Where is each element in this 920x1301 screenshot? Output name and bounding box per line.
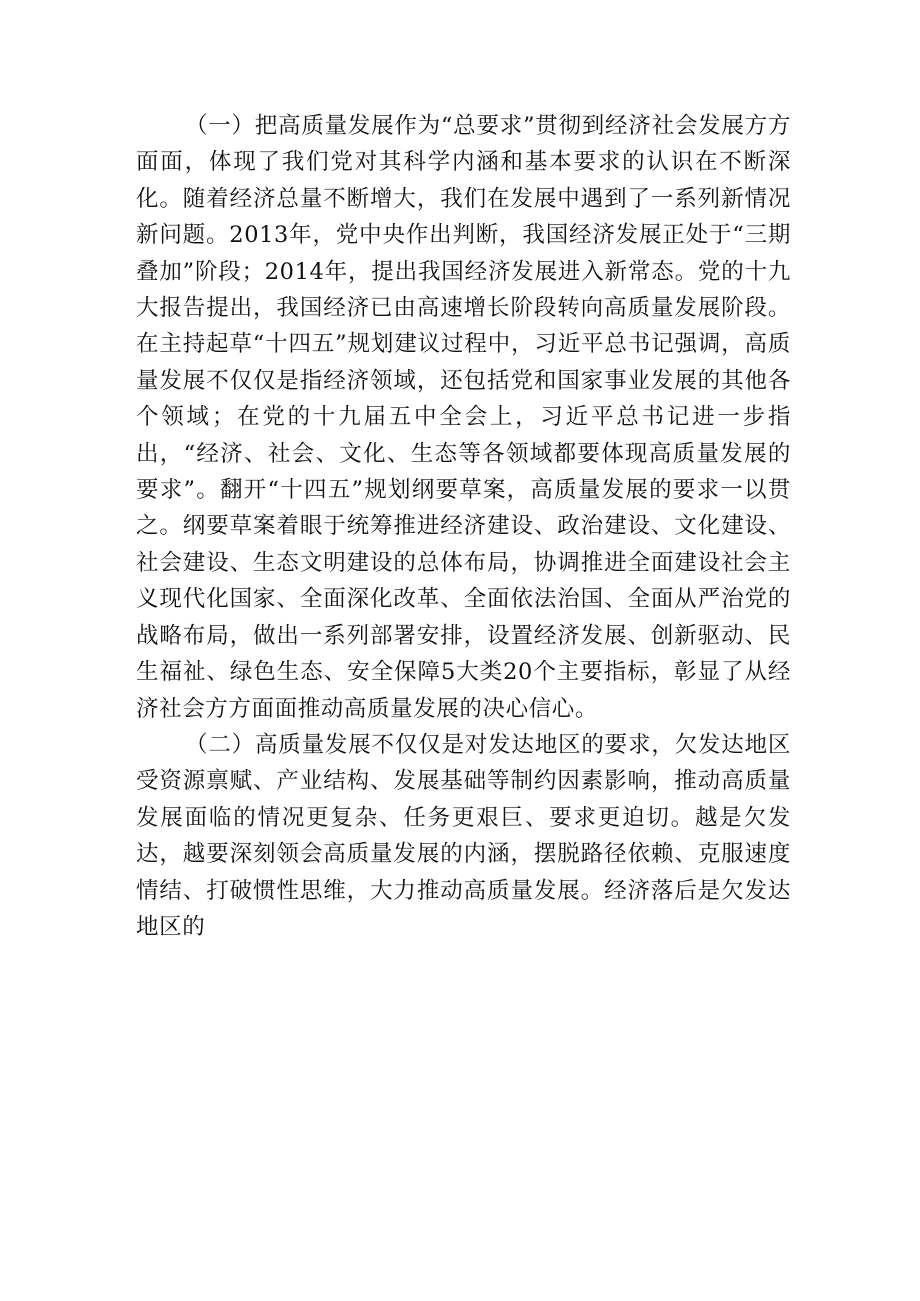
- paragraph-2: （二）高质量发展不仅仅是对发达地区的要求，欠发达地区受资源禀赋、产业结构、发展基础等制约因素影响，推动高质量发展面临的情况更复杂、任务更艰巨、要求更迫切。越是欠发达，越要深刻领会高质量发展的内涵，摆脱路径依赖、克服速度情结、打破惯性思维，大力推动高质量发展。经济落后是欠发达地区的: [136, 731, 791, 940]
- document-body: [136, 108, 791, 945]
- paragraph-1: （一）把高质量发展作为“总要求”贯彻到经济社会发展方方面面，体现了我们党对其科学内涵和基本要求的认识在不断深化。随着经济总量不断增大，我们在发展中遇到了一系列新情况新问题。2013年，党中央作出判断，我国经济发展正处于“三期叠加”阶段；2014年，提出我国经济发展进入新常态。党的十九大报告提出，我国经济已由高速增长阶段转向高质量发展阶段。在主持起草“十四五”规划建议过程中，习近平总书记强调，高质量发展不仅仅是指经济领域，还包括党和国家事业发展的其他各个领域；在党的十九届五中全会上，习近平总书记进一步指出，“经济、社会、文化、生态等各领域都要体现高质量发展的要求”。翻开“十四五”规划纲要草案，高质量发展的要求一以贯之。纲要草案着眼于统筹推进经济建设、政治建设、文化建设、社会建设、生态文明建设的总体布局，协调推进全面建设社会主义现代化国家、全面深化改革、全面依法治国、全面从严治党的战略布局，做出一系列部署安排，设置经济发展、创新驱动、民生福祉、绿色生态、安全保障5大类20个主要指标，彰显了从经济社会方方面面推动高质量发展的决心信心。: [136, 113, 791, 722]
